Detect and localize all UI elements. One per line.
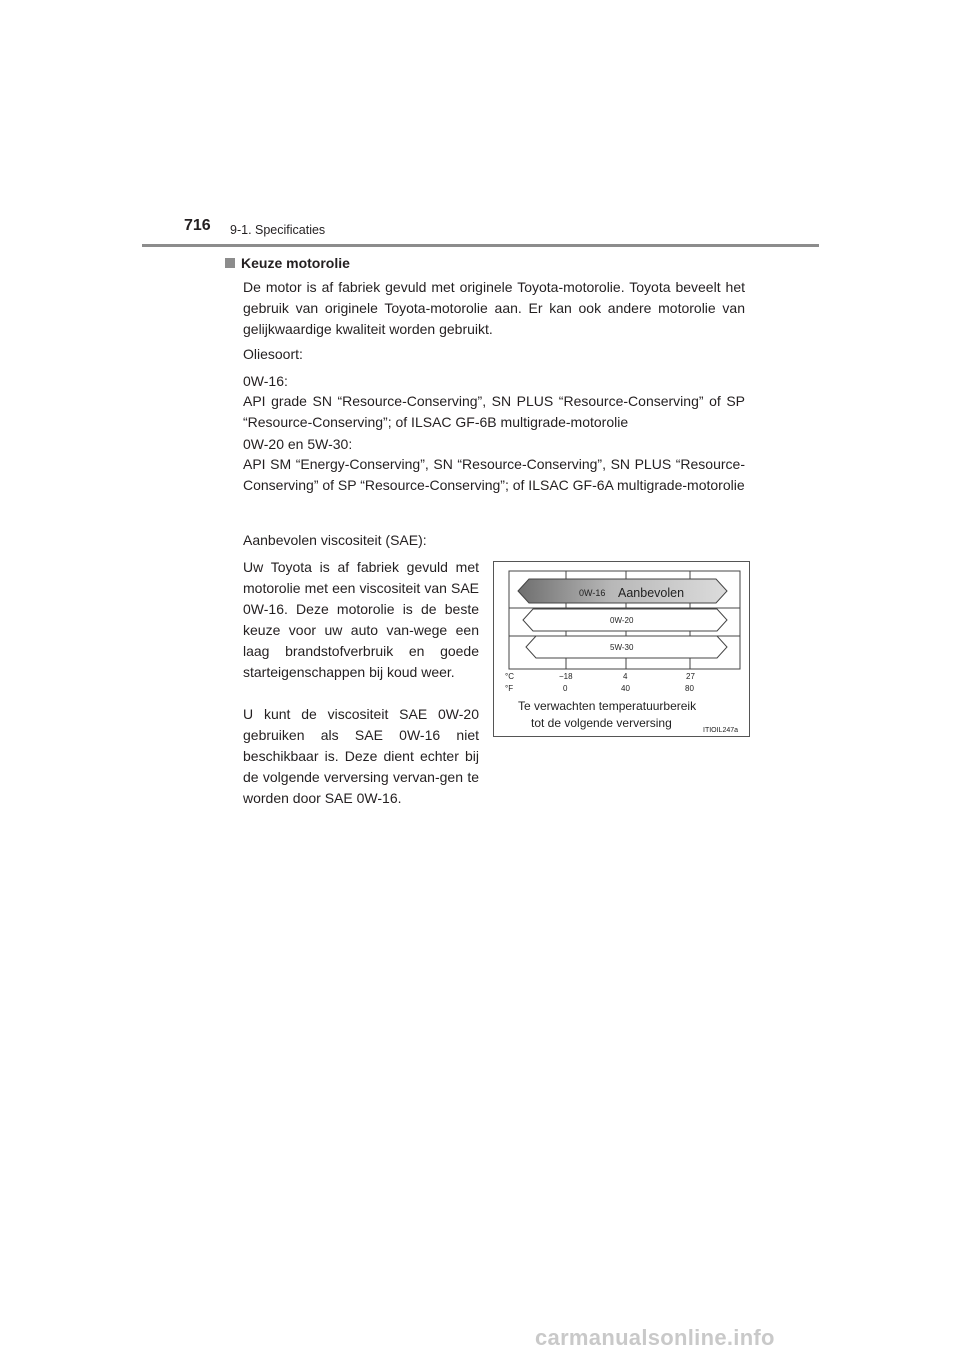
page-number: 716 — [184, 217, 211, 234]
grade-1-title: 0W-16: — [243, 373, 288, 389]
tick-f-3: 80 — [685, 684, 694, 693]
section-heading — [225, 255, 350, 271]
oil-type-label: Oliesoort: — [243, 346, 303, 362]
intro-paragraph: De motor is af fabriek gevuld met originele Toyota-motorolie. Toyota beveelt het gebruik van originele Toyota-motorolie aan. Er kan ook andere motorolie van gelijkwaardige kwaliteit worden gebruikt. — [243, 279, 745, 337]
figure-code: ITIOIL247a — [703, 727, 739, 734]
caption-line-2: tot de volgende verversing — [531, 716, 672, 730]
caption-line-1: Te verwachten temperatuurbereik — [518, 699, 697, 713]
grade-2-title: 0W-20 en 5W-30: — [243, 436, 353, 452]
label-0w16: 0W-16 — [579, 588, 606, 598]
tick-f-1: 0 — [563, 684, 568, 693]
tick-f-2: 40 — [621, 684, 630, 693]
viscosity-paragraph-1: Uw Toyota is af fabriek gevuld met motorolie met een viscositeit van SAE 0W-16. Deze motorolie is de beste keuze voor uw auto van-wege een laag brandstofverbruik en goede starteigenschappen bij koud weer. — [243, 559, 479, 680]
heading-text: Keuze motorolie — [241, 255, 350, 271]
viscosity-figure — [493, 561, 750, 737]
viscosity-chart — [493, 561, 750, 737]
grade-1-text: API grade SN “Resource-Conserving”, SN PLUS “Resource-Conserving” of SP “Resource-Conserving”; of ILSAC GF-6B multigrade-motorolie — [243, 393, 745, 430]
label-0w20: 0W-20 — [610, 616, 634, 625]
section-title: 9-1. Specificaties — [230, 223, 326, 237]
unit-celsius: °C — [505, 672, 514, 681]
grade-2-text: API SM “Energy-Conserving”, SN “Resource-Conserving”, SN PLUS “Resource-Conserving” of SP “Resource-Conserving”; of ILSAC GF-6A multigrade-motorolie — [243, 456, 745, 493]
label-recommended: Aanbevolen — [618, 586, 685, 600]
tick-c-2: 4 — [623, 672, 628, 681]
viscosity-paragraph-2: U kunt de viscositeit SAE 0W-20 gebruiken als SAE 0W-16 niet beschikbaar is. Deze dient echter bij de volgende verversing vervan-gen te worden door SAE 0W-16. — [243, 706, 479, 806]
header-divider — [142, 244, 819, 247]
tick-c-3: 27 — [686, 672, 695, 681]
square-bullet-icon — [225, 258, 235, 268]
tick-c-1: −18 — [559, 672, 573, 681]
label-5w30: 5W-30 — [610, 643, 634, 652]
watermark: carmanualsonline.info — [535, 1325, 775, 1350]
viscosity-label: Aanbevolen viscositeit (SAE): — [243, 532, 427, 548]
unit-fahrenheit: °F — [505, 684, 514, 693]
